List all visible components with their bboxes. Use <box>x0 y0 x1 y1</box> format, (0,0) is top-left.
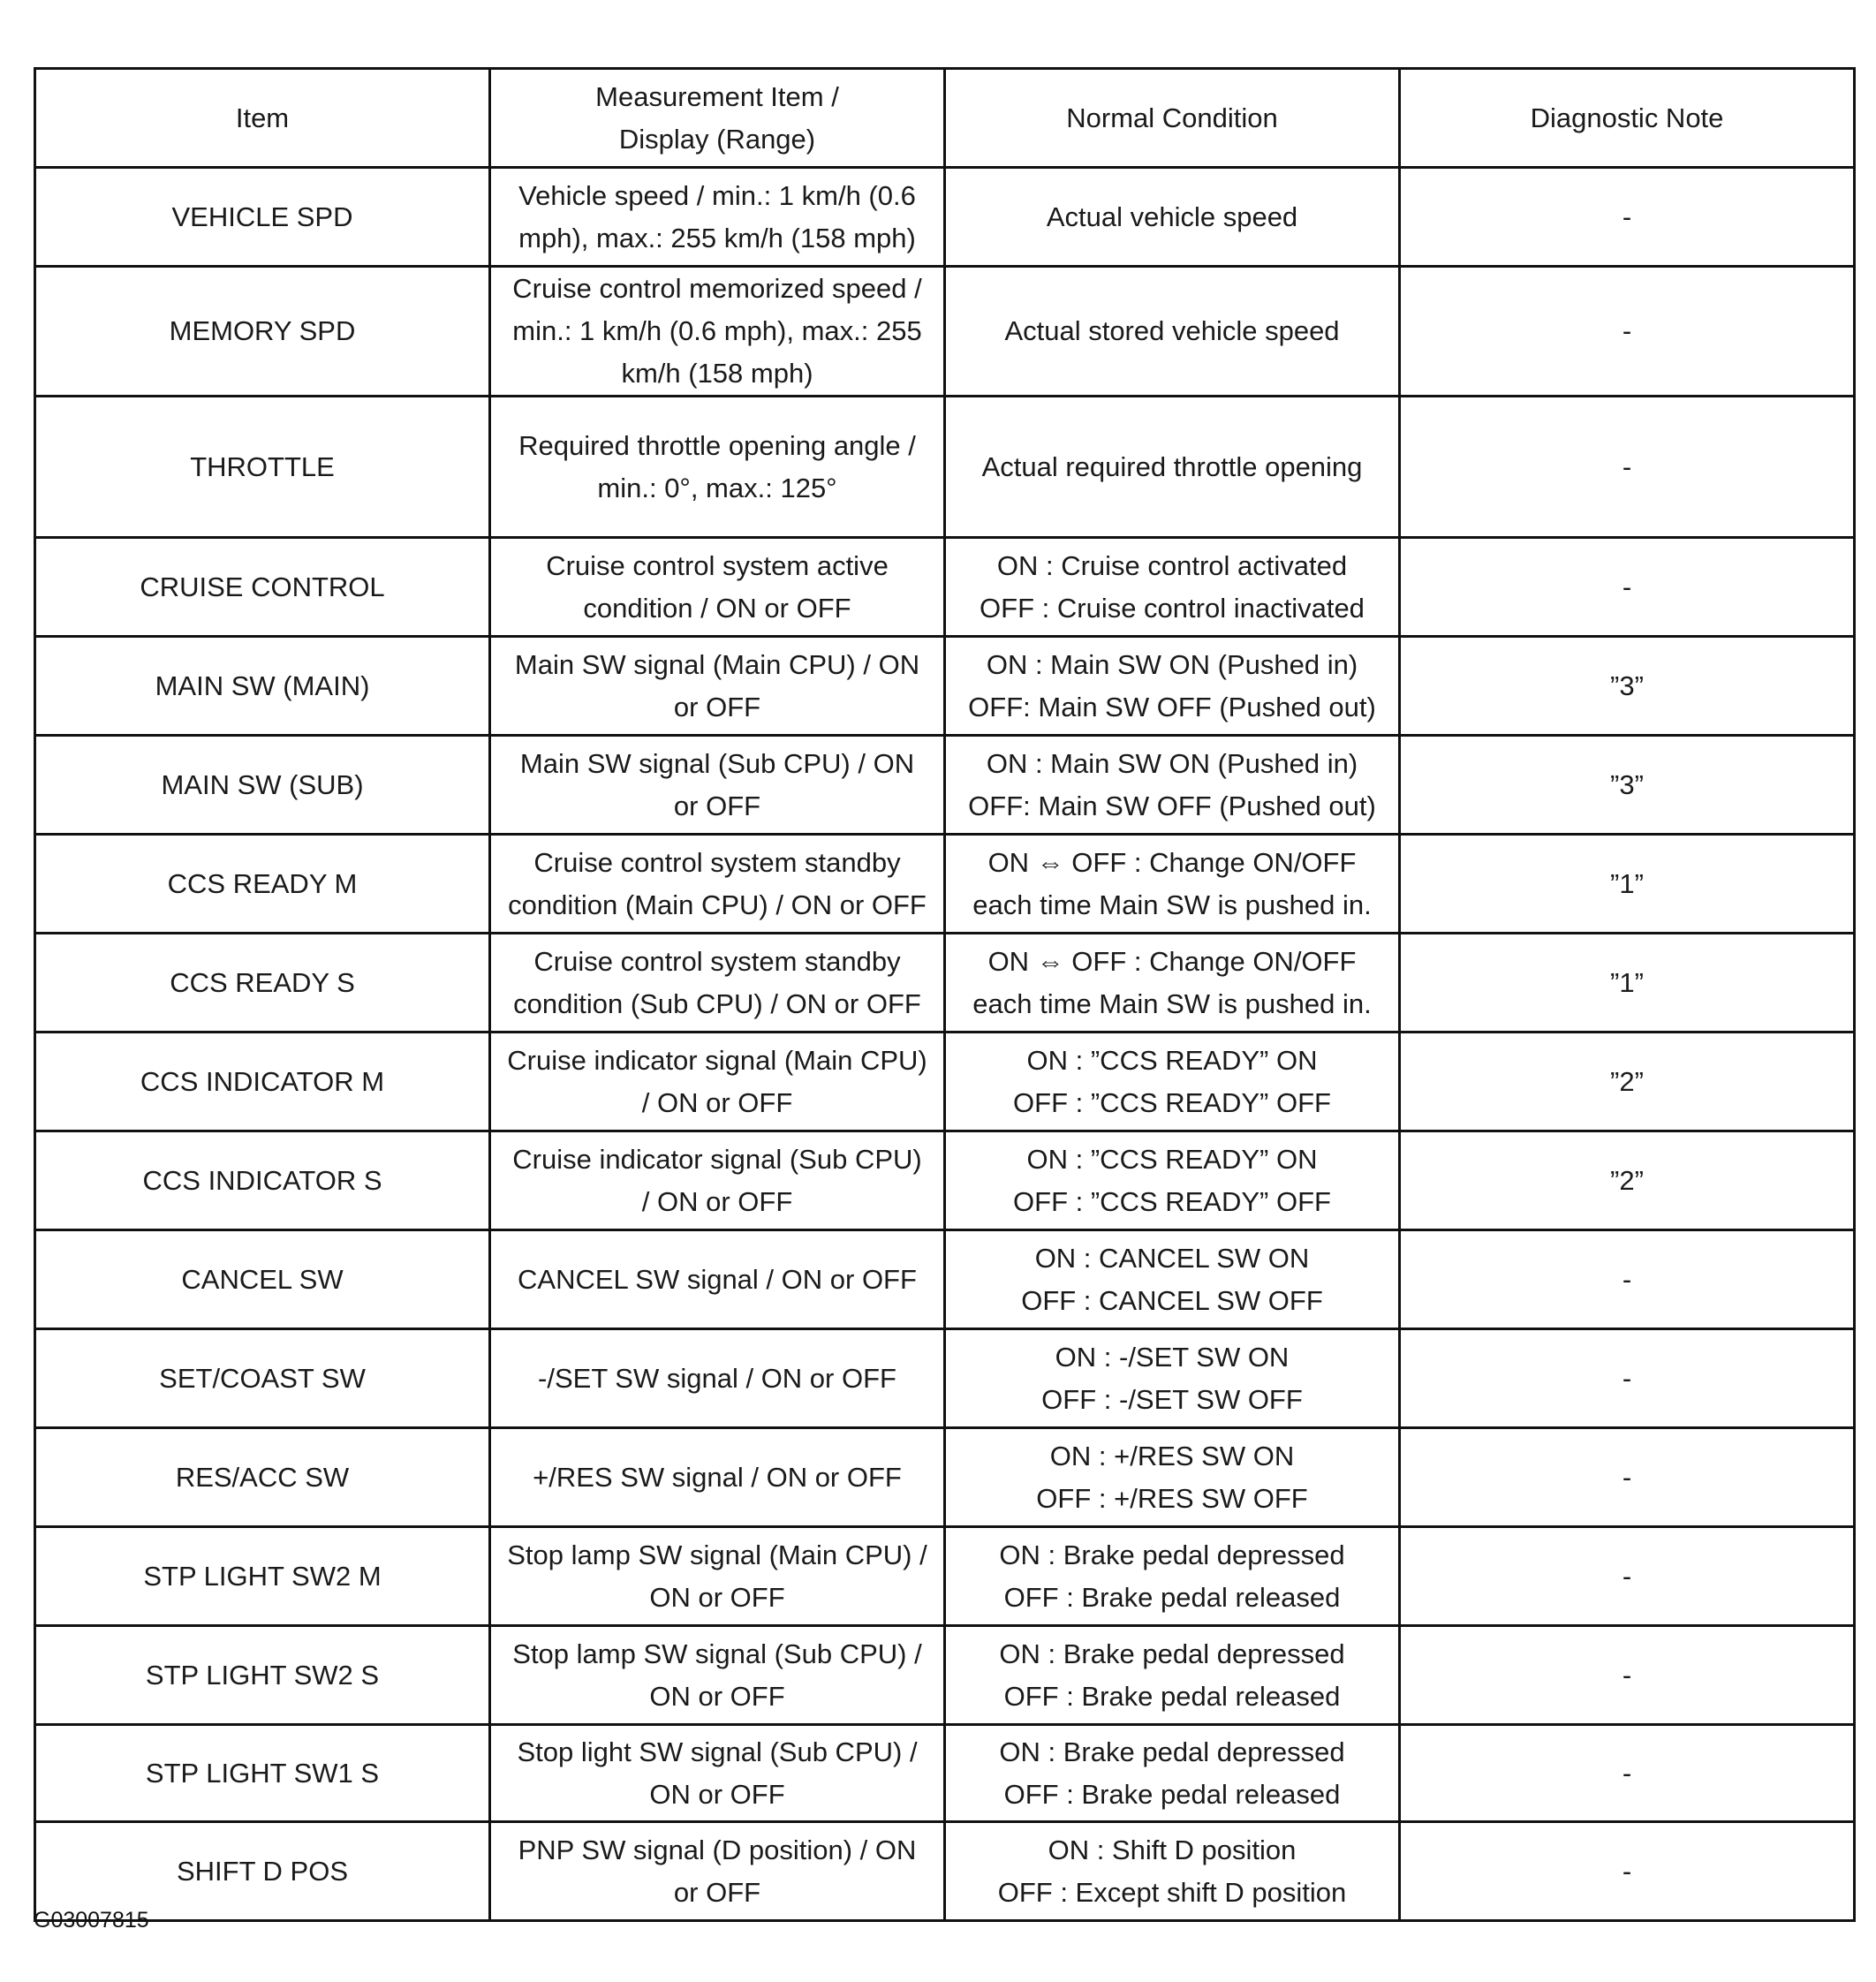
cell-item-text: STP LIGHT SW2 S <box>145 1659 380 1691</box>
table-row <box>35 1822 1855 1921</box>
cell-item-text: CCS INDICATOR M <box>140 1065 385 1097</box>
cell-item-text: THROTTLE <box>190 450 335 482</box>
cell-normal-condition-text: ON ⇔ OFF : Change ON/OFF each time Main SW is pushed in. <box>972 945 1372 1019</box>
cell-diagnostic-note <box>1400 1033 1855 1131</box>
cell-measurement <box>490 934 945 1033</box>
cell-diagnostic-note <box>1400 397 1855 538</box>
cell-diagnostic-note-text: ”2” <box>1610 1164 1644 1196</box>
cell-normal-condition <box>945 736 1400 835</box>
cell-item <box>35 538 490 637</box>
table-row <box>35 397 1855 538</box>
cell-measurement <box>490 835 945 934</box>
cell-normal-condition-text: ON : Brake pedal depressed OFF : Brake pedal released <box>999 1736 1345 1810</box>
cell-normal-condition-text: ON : Brake pedal depressed OFF : Brake pedal released <box>999 1539 1345 1613</box>
cell-item-text: MEMORY SPD <box>169 315 356 346</box>
cell-diagnostic-note-text: - <box>1622 1362 1632 1394</box>
figure-id: G03007815 <box>34 1908 149 1933</box>
cell-diagnostic-note <box>1400 1626 1855 1725</box>
cell-normal-condition-text: Actual stored vehicle speed <box>1004 315 1340 346</box>
cell-item-text: CCS READY S <box>170 966 355 998</box>
cell-item-text: CANCEL SW <box>181 1263 344 1295</box>
cell-measurement-text: +/RES SW signal / ON or OFF <box>533 1461 902 1493</box>
cell-diagnostic-note-text: - <box>1622 1461 1632 1493</box>
cell-normal-condition-text: ON : Cruise control activated OFF : Cruise control inactivated <box>980 549 1365 624</box>
cell-diagnostic-note-text: ”3” <box>1610 768 1644 800</box>
cell-normal-condition-text: ON : -/SET SW ON OFF : -/SET SW OFF <box>1041 1341 1303 1415</box>
cell-normal-condition <box>945 1428 1400 1527</box>
cell-diagnostic-note <box>1400 934 1855 1033</box>
cell-diagnostic-note-text: ”2” <box>1610 1065 1644 1097</box>
cell-item-text: CRUISE CONTROL <box>140 571 385 602</box>
cell-measurement <box>490 1428 945 1527</box>
cell-diagnostic-note-text: - <box>1622 571 1632 602</box>
table-row <box>35 835 1855 934</box>
cell-item <box>35 736 490 835</box>
diagnostic-table-container <box>34 67 1853 1922</box>
cell-measurement-text: Cruise control system standby condition (Main CPU) / ON or OFF <box>508 846 927 920</box>
cell-diagnostic-note-text: - <box>1622 1659 1632 1691</box>
header-item: Item <box>35 69 490 168</box>
table-row <box>35 168 1855 267</box>
cell-normal-condition <box>945 1527 1400 1626</box>
cell-diagnostic-note <box>1400 1131 1855 1230</box>
cell-measurement <box>490 736 945 835</box>
cell-measurement-text: -/SET SW signal / ON or OFF <box>538 1362 896 1394</box>
cell-normal-condition <box>945 1131 1400 1230</box>
cell-measurement-text: Stop lamp SW signal (Sub CPU) / ON or OFF <box>512 1638 922 1712</box>
cell-diagnostic-note <box>1400 637 1855 736</box>
cell-diagnostic-note <box>1400 1329 1855 1428</box>
cell-measurement-text: Main SW signal (Sub CPU) / ON or OFF <box>519 747 915 821</box>
cell-normal-condition <box>945 1725 1400 1822</box>
cell-diagnostic-note-text: - <box>1622 1263 1632 1295</box>
table-row <box>35 637 1855 736</box>
cell-measurement <box>490 1527 945 1626</box>
cell-measurement <box>490 397 945 538</box>
cell-item <box>35 1428 490 1527</box>
cell-normal-condition <box>945 168 1400 267</box>
cell-diagnostic-note-text: - <box>1622 450 1632 482</box>
cell-item <box>35 1230 490 1329</box>
cell-item <box>35 1329 490 1428</box>
table-row <box>35 1428 1855 1527</box>
cell-normal-condition <box>945 934 1400 1033</box>
cell-measurement-text: Cruise control system standby condition (Sub CPU) / ON or OFF <box>513 945 921 1019</box>
cell-diagnostic-note <box>1400 267 1855 397</box>
cell-normal-condition <box>945 835 1400 934</box>
table-row <box>35 736 1855 835</box>
cell-diagnostic-note <box>1400 168 1855 267</box>
cell-measurement-text: CANCEL SW signal / ON or OFF <box>518 1263 917 1295</box>
cell-normal-condition <box>945 538 1400 637</box>
cell-normal-condition-text: Actual vehicle speed <box>1046 200 1298 232</box>
table-row <box>35 1626 1855 1725</box>
cell-measurement <box>490 1033 945 1131</box>
cell-normal-condition-text: ON : +/RES SW ON OFF : +/RES SW OFF <box>1036 1440 1308 1514</box>
cell-normal-condition <box>945 637 1400 736</box>
cell-diagnostic-note <box>1400 1822 1855 1921</box>
cell-measurement <box>490 1131 945 1230</box>
cell-item <box>35 1725 490 1822</box>
cell-item <box>35 1033 490 1131</box>
cell-normal-condition-text: Actual required throttle opening <box>981 450 1363 482</box>
cell-normal-condition <box>945 1033 1400 1131</box>
cell-diagnostic-note <box>1400 1428 1855 1527</box>
cell-measurement-text: Main SW signal (Main CPU) / ON or OFF <box>514 648 920 722</box>
cell-measurement-text: Stop light SW signal (Sub CPU) / ON or OFF <box>517 1736 918 1810</box>
cell-diagnostic-note-text: - <box>1622 1855 1632 1887</box>
cell-measurement <box>490 1329 945 1428</box>
cell-item-text: CCS READY M <box>167 867 358 899</box>
cell-normal-condition-text: ON : CANCEL SW ON OFF : CANCEL SW OFF <box>1021 1242 1323 1316</box>
cell-diagnostic-note-text: - <box>1622 1757 1632 1789</box>
table-row <box>35 1033 1855 1131</box>
cell-measurement-text: Required throttle opening angle / min.: 0°, max.: 125° <box>518 429 916 503</box>
cell-normal-condition-text: ON : Brake pedal depressed OFF : Brake pedal released <box>999 1638 1345 1712</box>
cell-item <box>35 1131 490 1230</box>
cell-measurement <box>490 538 945 637</box>
cell-item-text: SHIFT D POS <box>176 1855 349 1887</box>
cell-normal-condition-text: ON : ”CCS READY” ON OFF : ”CCS READY” OFF <box>1013 1044 1331 1118</box>
cell-item-text: CCS INDICATOR S <box>142 1164 382 1196</box>
cell-item-text: VEHICLE SPD <box>171 200 353 232</box>
table-row <box>35 1527 1855 1626</box>
cell-diagnostic-note <box>1400 1725 1855 1822</box>
cell-measurement <box>490 1230 945 1329</box>
table-row <box>35 538 1855 637</box>
cell-diagnostic-note-text: - <box>1622 315 1632 346</box>
cell-diagnostic-note <box>1400 538 1855 637</box>
cell-normal-condition-text: ON : ”CCS READY” ON OFF : ”CCS READY” OFF <box>1013 1143 1331 1217</box>
cell-normal-condition-text: ON : Shift D position OFF : Except shift D position <box>997 1834 1347 1908</box>
cell-measurement-text: Cruise control system active condition / ON or OFF <box>546 549 889 624</box>
cell-item-text: MAIN SW (MAIN) <box>155 669 370 701</box>
table-row <box>35 1725 1855 1822</box>
cell-item <box>35 397 490 538</box>
cell-measurement <box>490 1822 945 1921</box>
cell-measurement-text: Vehicle speed / min.: 1 km/h (0.6 mph), max.: 255 km/h (158 mph) <box>518 179 916 253</box>
cell-item-text: STP LIGHT SW2 M <box>143 1560 382 1592</box>
cell-item <box>35 637 490 736</box>
cell-normal-condition-text: ON : Main SW ON (Pushed in) OFF: Main SW OFF (Pushed out) <box>968 648 1376 722</box>
cell-diagnostic-note-text: ”3” <box>1610 669 1644 701</box>
cell-diagnostic-note <box>1400 835 1855 934</box>
table-row <box>35 1230 1855 1329</box>
cell-item <box>35 1822 490 1921</box>
header-row <box>35 69 1855 168</box>
table-row <box>35 1329 1855 1428</box>
cell-measurement <box>490 168 945 267</box>
cell-item <box>35 835 490 934</box>
cell-measurement-text: Cruise control memorized speed / min.: 1 km/h (0.6 mph), max.: 255 km/h (158 mph) <box>512 273 922 389</box>
table-row <box>35 934 1855 1033</box>
diagnostic-table <box>34 67 1856 1922</box>
cell-measurement-text: Stop lamp SW signal (Main CPU) / ON or OFF <box>507 1539 927 1613</box>
table-row <box>35 267 1855 397</box>
cell-measurement <box>490 1626 945 1725</box>
cell-normal-condition <box>945 397 1400 538</box>
cell-normal-condition-text: ON : Main SW ON (Pushed in) OFF: Main SW OFF (Pushed out) <box>968 747 1376 821</box>
cell-normal-condition <box>945 1329 1400 1428</box>
cell-normal-condition <box>945 267 1400 397</box>
cell-diagnostic-note <box>1400 1230 1855 1329</box>
cell-item <box>35 934 490 1033</box>
cell-measurement <box>490 1725 945 1822</box>
cell-diagnostic-note-text: ”1” <box>1610 867 1644 899</box>
cell-measurement-text: Cruise indicator signal (Sub CPU) / ON or OFF <box>512 1143 922 1217</box>
table-row <box>35 1131 1855 1230</box>
cell-item <box>35 168 490 267</box>
table-body <box>35 168 1855 1921</box>
cell-diagnostic-note-text: - <box>1622 1560 1632 1592</box>
cell-measurement <box>490 637 945 736</box>
cell-measurement <box>490 267 945 397</box>
cell-normal-condition <box>945 1230 1400 1329</box>
cell-diagnostic-note-text: ”1” <box>1610 966 1644 998</box>
cell-item-text: STP LIGHT SW1 S <box>145 1757 380 1789</box>
cell-diagnostic-note <box>1400 1527 1855 1626</box>
header-diagnostic-note: Diagnostic Note <box>1400 69 1855 168</box>
cell-item <box>35 1527 490 1626</box>
cell-diagnostic-note-text: - <box>1622 200 1632 232</box>
cell-measurement-text: PNP SW signal (D position) / ON or OFF <box>518 1834 917 1908</box>
cell-item <box>35 267 490 397</box>
cell-normal-condition <box>945 1822 1400 1921</box>
cell-measurement-text: Cruise indicator signal (Main CPU) / ON or OFF <box>507 1044 927 1118</box>
cell-item <box>35 1626 490 1725</box>
header-measurement: Measurement Item / Display (Range) <box>490 69 945 168</box>
cell-diagnostic-note <box>1400 736 1855 835</box>
header-normal-condition: Normal Condition <box>945 69 1400 168</box>
cell-normal-condition <box>945 1626 1400 1725</box>
cell-normal-condition-text: ON ⇔ OFF : Change ON/OFF each time Main SW is pushed in. <box>972 846 1372 920</box>
cell-item-text: SET/COAST SW <box>159 1362 366 1394</box>
cell-item-text: RES/ACC SW <box>175 1461 350 1493</box>
cell-item-text: MAIN SW (SUB) <box>161 768 364 800</box>
